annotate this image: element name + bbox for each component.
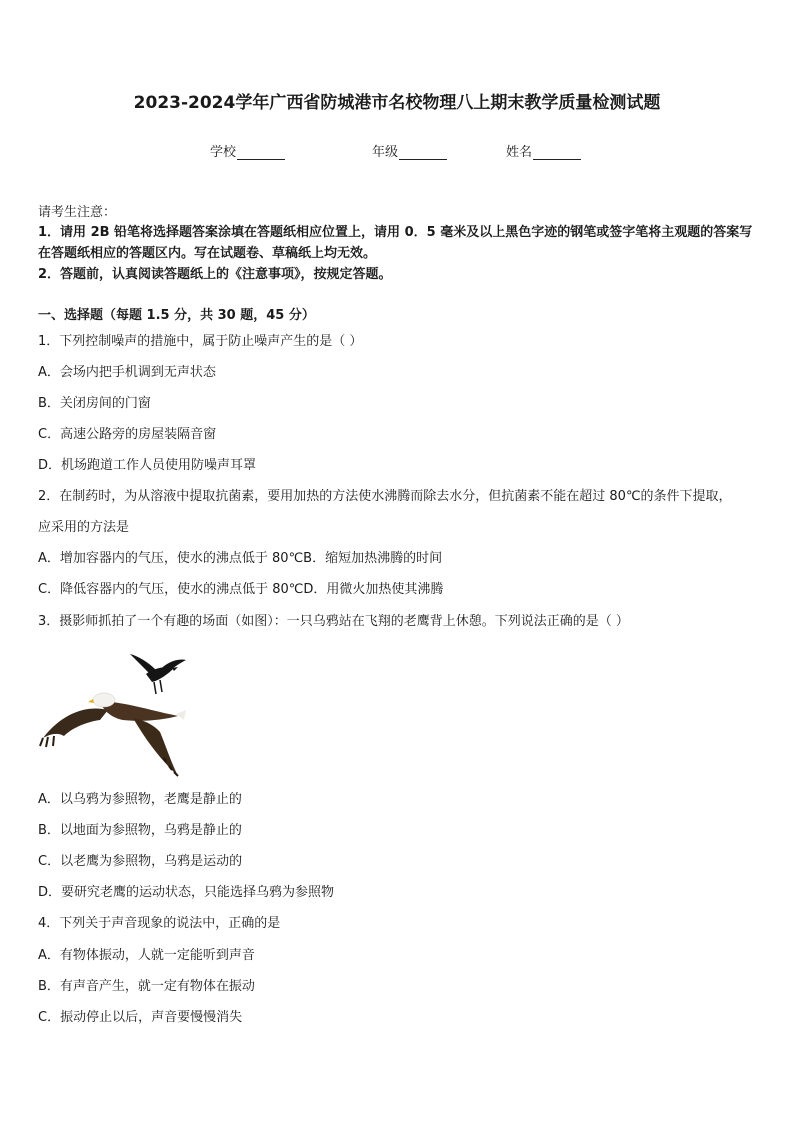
q4-option-c: C．振动停止以后，声音要慢慢消失 (38, 1010, 243, 1025)
school-blank (237, 145, 285, 160)
name-field (506, 141, 581, 160)
eagle-left-feathers (40, 736, 54, 747)
q3-option-d: D．要研究老鹰的运动状态，只能选择乌鸦为参照物 (38, 885, 335, 900)
eagle-crow-image (38, 650, 188, 778)
school-label: 学校 (210, 145, 237, 160)
q3-option-b: B．以地面为参照物，乌鸦是静止的 (38, 823, 242, 838)
q1-stem: 1．下列控制噪声的措施中，属于防止噪声产生的是（ ） (38, 334, 363, 349)
crow-left-wing (130, 654, 156, 674)
q1-option-d: D．机场跑道工作人员使用防噪声耳罩 (38, 458, 257, 473)
grade-label: 年级 (372, 145, 399, 160)
q2-stem-line1: 2．在制药时，为从溶液中提取抗菌素，要用加热的方法使水沸腾而除去水分，但抗菌素不能在超过 80℃的条件下提取， (38, 489, 732, 504)
eagle-tail (176, 710, 186, 720)
q4-stem: 4．下列关于声音现象的说法中，正确的是 (38, 916, 281, 931)
eagle-head (93, 693, 115, 707)
q2-options-cd: C．降低容器内的气压，使水的沸点低于 80℃D．用微火加热使其沸腾 (38, 582, 444, 597)
q1-option-a: A．会场内把手机调到无声状态 (38, 365, 216, 380)
q4-option-a: A．有物体振动，人就一定能听到声音 (38, 948, 255, 963)
crow-legs (154, 680, 162, 694)
q1-option-c: C．高速公路旁的房屋装隔音窗 (38, 427, 217, 442)
notes-heading: 请考生注意： (38, 205, 117, 220)
q3-stem: 3．摄影师抓拍了一个有趣的场面（如图）：一只乌鸦站在飞翔的老鹰背上休憩。下列说法正确的是（ ） (38, 614, 629, 629)
eagle-beak (88, 699, 94, 703)
name-blank (533, 145, 581, 160)
q1-option-b: B．关闭房间的门窗 (38, 396, 151, 411)
school-field (210, 141, 285, 160)
crow-right-wing (158, 660, 186, 677)
q4-option-b: B．有声音产生，就一定有物体在振动 (38, 979, 255, 994)
section-heading: 一、选择题（每题 1.5 分，共 30 题，45 分） (38, 308, 315, 323)
q3-option-c: C．以老鹰为参照物，乌鸦是运动的 (38, 854, 243, 869)
note-item-2: 2．答题前，认真阅读答题纸上的《注意事项》，按规定答题。 (38, 267, 392, 282)
q3-option-a: A．以乌鸦为参照物，老鹰是静止的 (38, 792, 242, 807)
q2-options-ab: A．增加容器内的气压，使水的沸点低于 80℃B．缩短加热沸腾的时间 (38, 551, 443, 566)
name-label: 姓名 (506, 145, 533, 160)
q2-stem-line2: 应采用的方法是 (38, 520, 130, 535)
grade-blank (399, 145, 447, 160)
note-item-1: 1．请用 2B 铅笔将选择题答案涂填在答题纸相应位置上，请用 0．5 毫米及以上黑色字迹的钢笔或签字笔将主观题的答案写在答题纸相应的答题区内。写在试题卷、草稿纸上均无效。 (38, 225, 753, 261)
page-title: 2023-2024学年广西省防城港市名校物理八上期末教学质量检测试题 (133, 93, 661, 113)
eagle-right-wing (133, 718, 178, 776)
grade-field (372, 141, 447, 160)
eagle-left-wing (43, 708, 108, 738)
